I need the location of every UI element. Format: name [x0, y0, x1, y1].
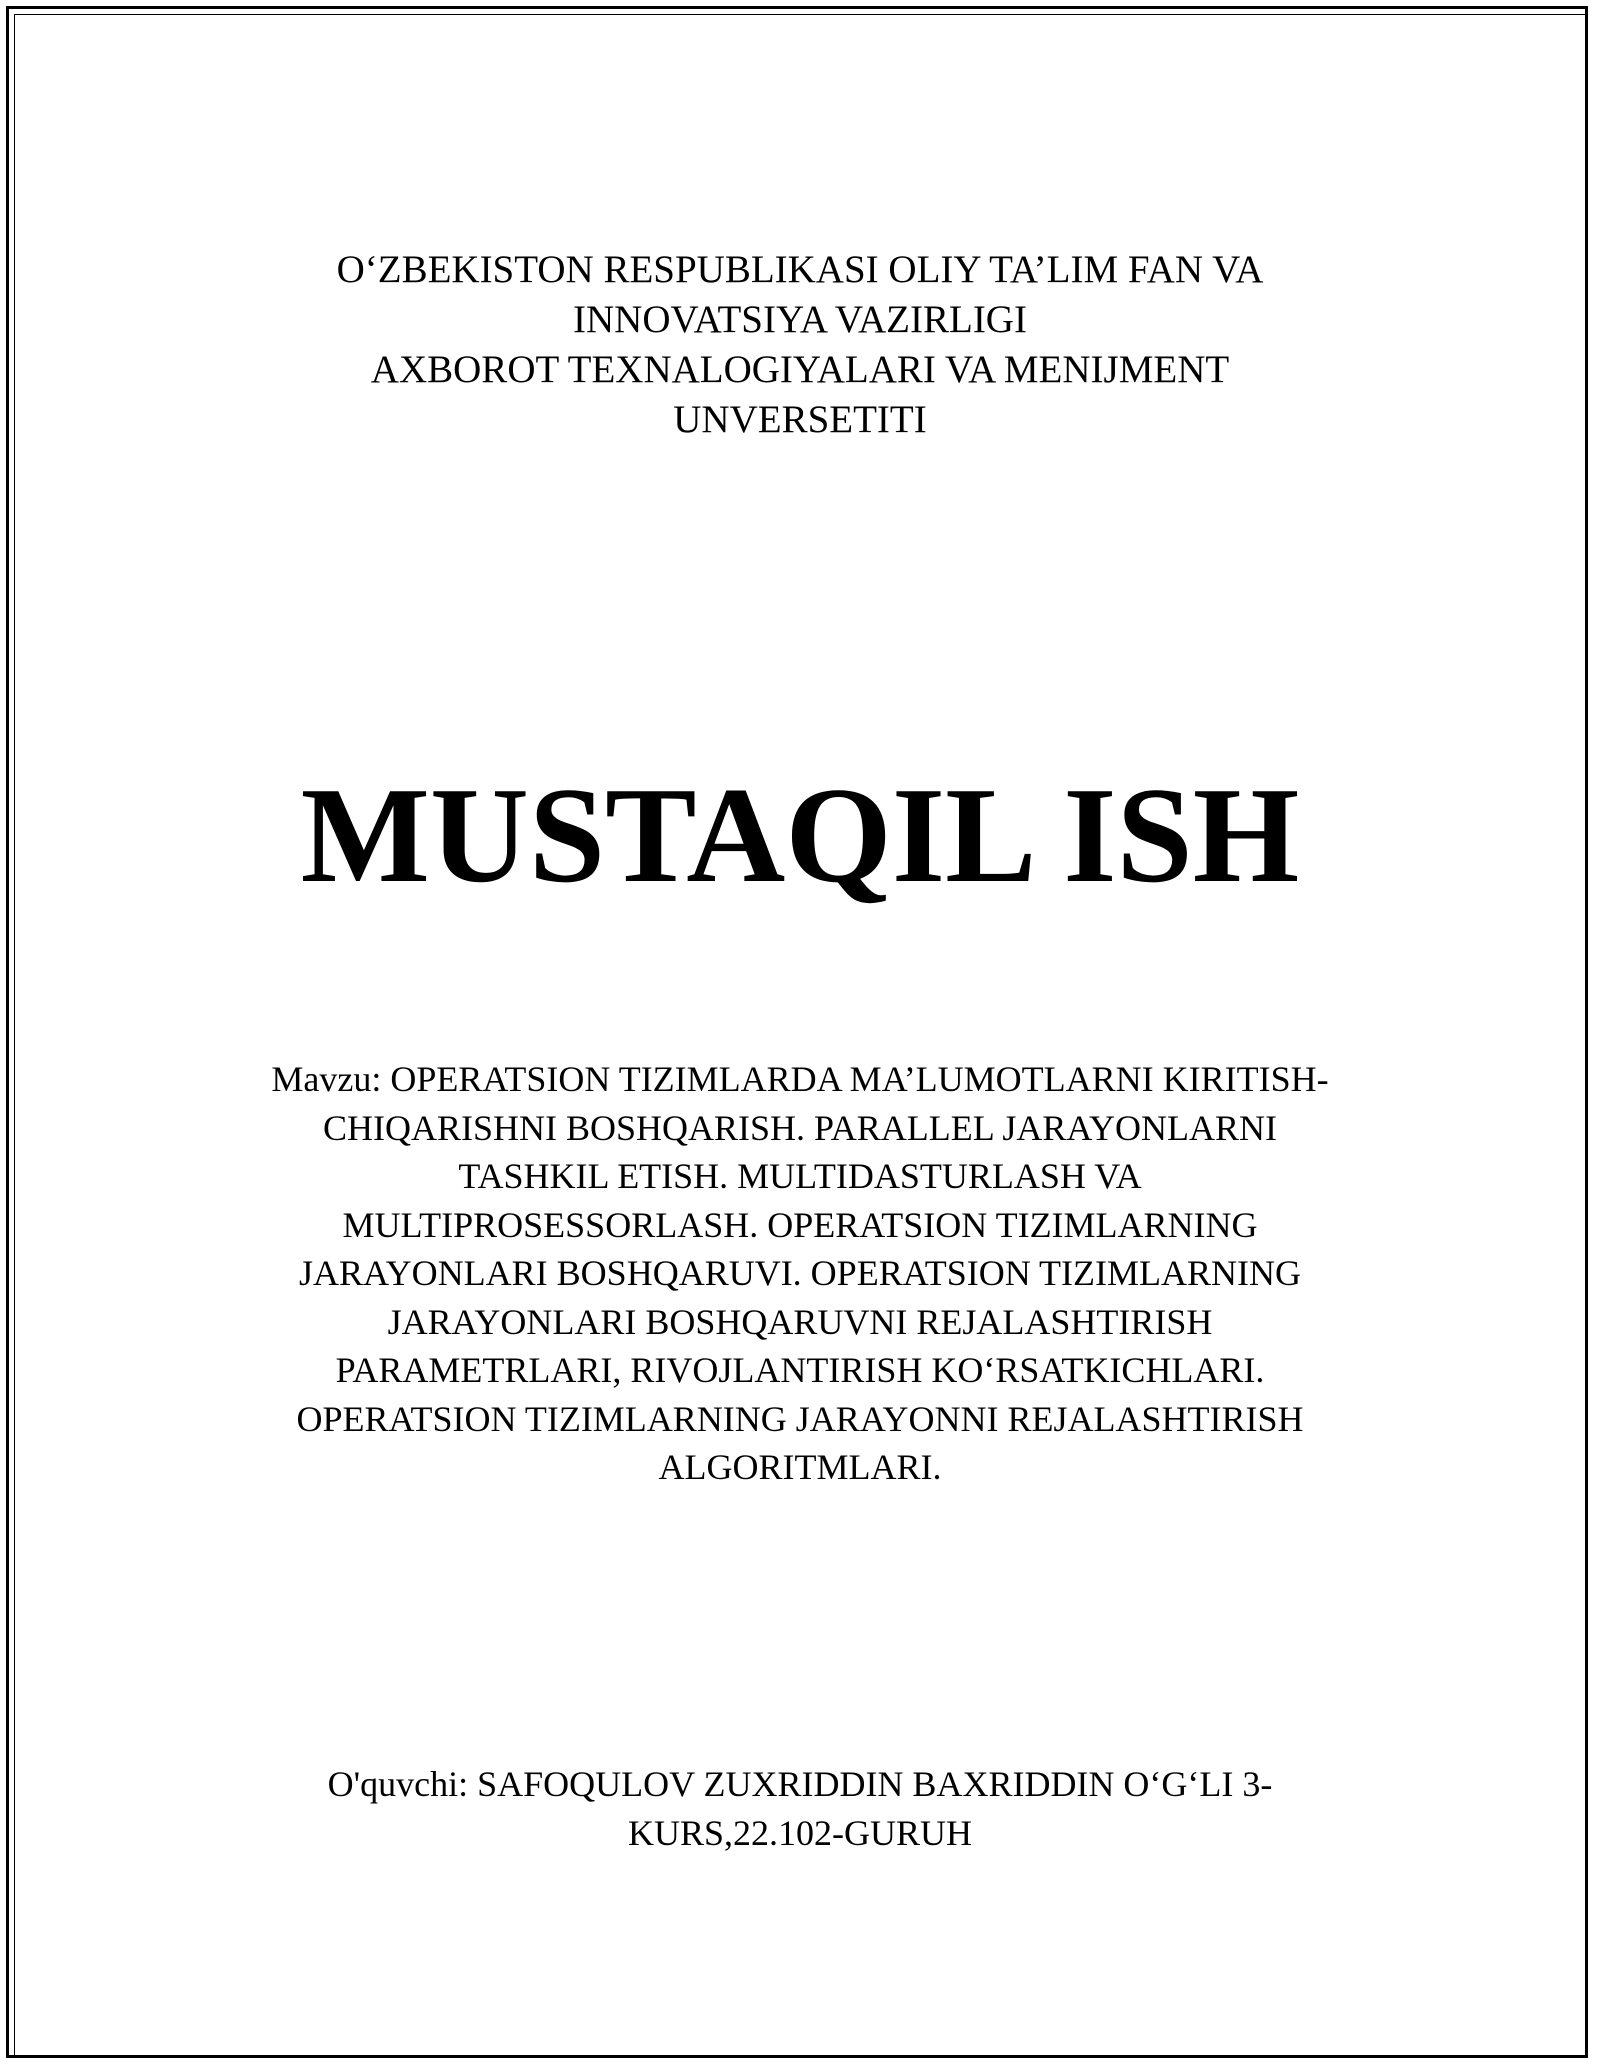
topic-line: JARAYONLARI BOSHQARUVI. OPERATSION TIZIMLARNING	[298, 1253, 1302, 1293]
topic-line: TASHKIL ETISH. MULTIDASTURLASH VA	[458, 1156, 1142, 1196]
topic-line: OPERATSION TIZIMLARNING JARAYONNI REJALASHTIRISH	[296, 1398, 1304, 1439]
topic-line: PARAMETRLARI, RIVOJLANTIRISH KO‘RSATKICHLARI.	[335, 1350, 1265, 1390]
header-line: INNOVATSIYA VAZIRLIGI	[573, 298, 1027, 341]
topic-line: ALGORITMLARI.	[658, 1447, 942, 1487]
student-info	[160, 1760, 1440, 1858]
student-line: O'quvchi: SAFOQULOV ZUXRIDDIN BAXRIDDIN O‘G‘LI 3-	[327, 1764, 1273, 1804]
topic-line: Mavzu: OPERATSION TIZIMLARDA MA’LUMOTLARNI KIRITISH-	[271, 1059, 1329, 1099]
header-line: O‘ZBEKISTON RESPUBLIKASI OLIY TA’LIM FAN VA	[336, 248, 1264, 291]
topic-block	[160, 1055, 1440, 1492]
student-line: KURS,22.102-GURUH	[627, 1813, 973, 1853]
topic-line: CHIQARISHNI BOSHQARISH. PARALLEL JARAYONLARNI	[322, 1107, 1278, 1148]
topic-line: JARAYONLARI BOSHQARUVNI REJALASHTIRISH	[387, 1301, 1213, 1342]
topic-line: MULTIPROSESSORLASH. OPERATSION TIZIMLARNING	[342, 1204, 1258, 1245]
header-line: UNVERSETITI	[673, 398, 927, 441]
document-title: MUSTAQIL ISH	[300, 759, 1300, 911]
header-line: AXBOROT TEXNALOGIYALARI VA MENIJMENT	[370, 348, 1230, 391]
institution-header	[150, 245, 1450, 445]
